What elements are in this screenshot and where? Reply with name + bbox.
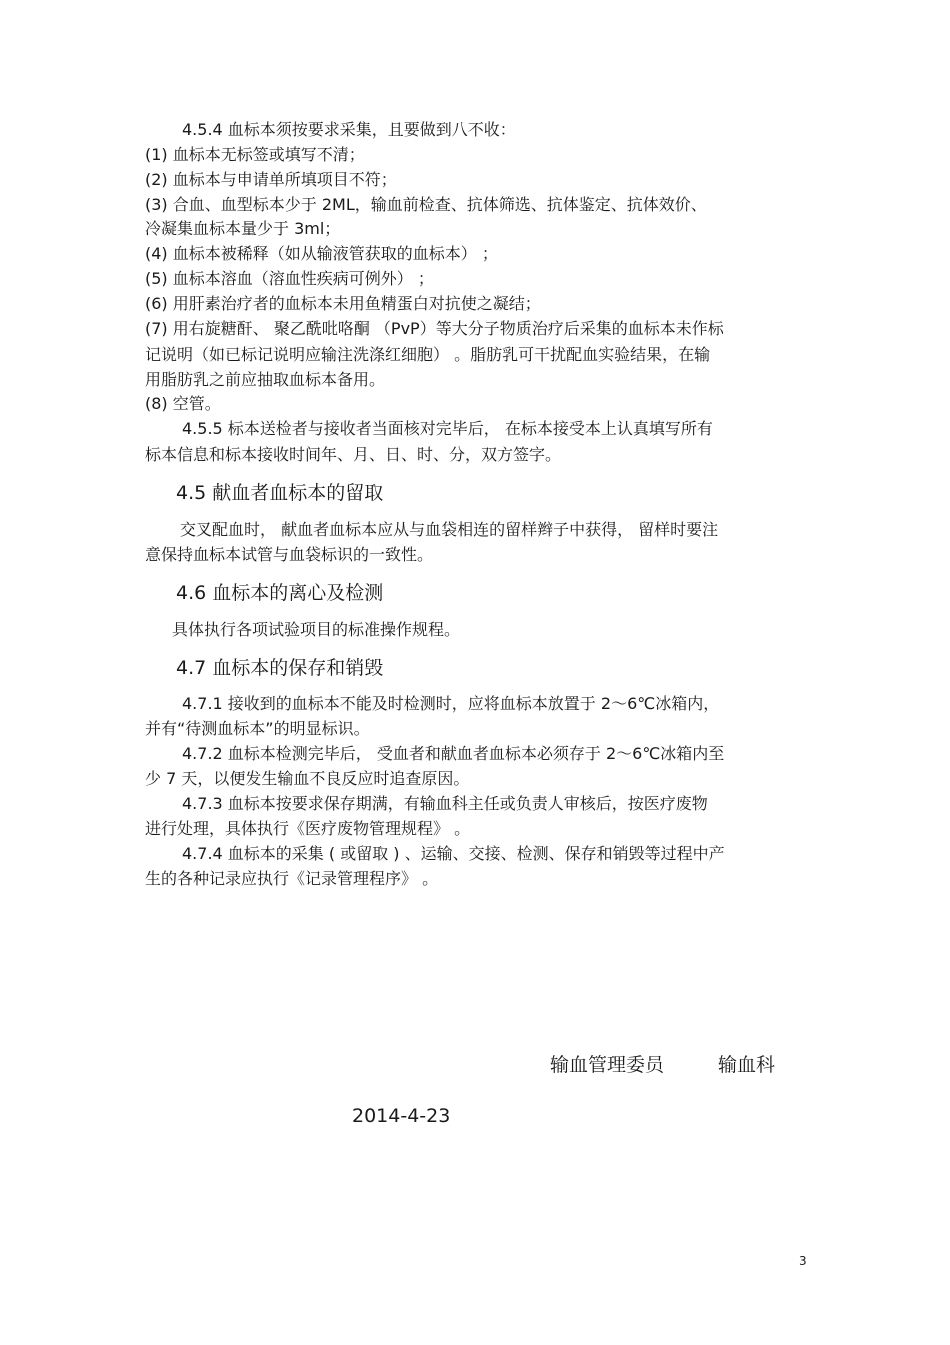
list-item-6: (6) 用肝素治疗者的血标本未用鱼精蛋白对抗使之凝结； xyxy=(145,294,541,313)
document-date: 2014-4-23 xyxy=(352,1105,451,1127)
signature-department: 输血科 xyxy=(718,1054,776,1076)
paragraph-4-6: 具体执行各项试验项目的标准操作规程。 xyxy=(172,620,461,639)
list-item-2: (2) 血标本与申请单所填项目不符； xyxy=(145,170,397,189)
heading-4-6: 4.6 血标本的离心及检测 xyxy=(176,582,384,604)
section-4-7-2-line-2: 少 7 天，以便发生输血不良反应时追查原因。 xyxy=(145,769,470,788)
section-4-7-2-line-1: 4.7.2 血标本检测完毕后， 受血者和献血者血标本必须存于 2～6℃冰箱内至 xyxy=(182,744,725,763)
section-4-5-5-line-1: 4.5.5 标本送检者与接收者当面核对完毕后， 在标本接受本上认真填写所有 xyxy=(182,419,713,438)
section-4-5-4-title: 4.5.4 血标本须按要求采集，且要做到八不收： xyxy=(182,120,516,139)
heading-4-7: 4.7 血标本的保存和销毁 xyxy=(176,657,384,679)
list-item-1: (1) 血标本无标签或填写不清； xyxy=(145,145,365,164)
section-4-7-1-line-1: 4.7.1 接收到的血标本不能及时检测时，应将血标本放置于 2～6℃冰箱内， xyxy=(182,694,720,713)
paragraph-4-5-line-1: 交叉配血时， 献血者血标本应从与血袋相连的留样辫子中获得， 留样时要注 xyxy=(180,520,719,539)
signature-committee: 输血管理委员 xyxy=(550,1054,665,1076)
list-item-3-line-2: 冷凝集血标本量少于 3ml； xyxy=(145,219,341,238)
list-item-4: (4) 血标本被稀释（如从输液管获取的血标本） ； xyxy=(145,244,498,263)
list-item-5: (5) 血标本溶血（溶血性疾病可例外） ； xyxy=(145,269,434,288)
list-item-3-line-1: (3) 合血、血型标本少于 2ML，输血前检查、抗体筛选、抗体鉴定、抗体效价、 xyxy=(145,195,707,214)
list-item-8: (8) 空管。 xyxy=(145,394,221,413)
section-4-5-5-line-2: 标本信息和标本接收时间年、月、日、时、分，双方签字。 xyxy=(145,445,562,464)
section-4-7-1-line-2: 并有“待测血标本”的明显标识。 xyxy=(145,719,370,738)
section-4-7-3-line-1: 4.7.3 血标本按要求保存期满，有输血科主任或负责人审核后，按医疗废物 xyxy=(182,794,708,813)
list-item-7-line-1: (7) 用右旋糖酐、 聚乙酰吡咯酮 （PvP）等大分子物质治疗后采集的血标本未作标 xyxy=(145,319,724,338)
paragraph-4-5-line-2: 意保持血标本试管与血袋标识的一致性。 xyxy=(145,545,434,564)
page-number: 3 xyxy=(799,1254,807,1268)
list-item-7-line-2: 记说明（如已标记说明应输注洗涤红细胞） 。脂肪乳可干扰配血实验结果，在输 xyxy=(145,345,711,364)
section-4-7-3-line-2: 进行处理，具体执行《医疗废物管理规程》 。 xyxy=(145,819,471,838)
section-4-7-4-line-2: 生的各种记录应执行《记录管理程序》 。 xyxy=(145,869,439,888)
heading-4-5: 4.5 献血者血标本的留取 xyxy=(176,482,384,504)
section-4-7-4-line-1: 4.7.4 血标本的采集 ( 或留取 ) 、运输、交接、检测、保存和销毁等过程中产 xyxy=(182,844,725,863)
list-item-7-line-3: 用脂肪乳之前应抽取血标本备用。 xyxy=(145,370,386,389)
